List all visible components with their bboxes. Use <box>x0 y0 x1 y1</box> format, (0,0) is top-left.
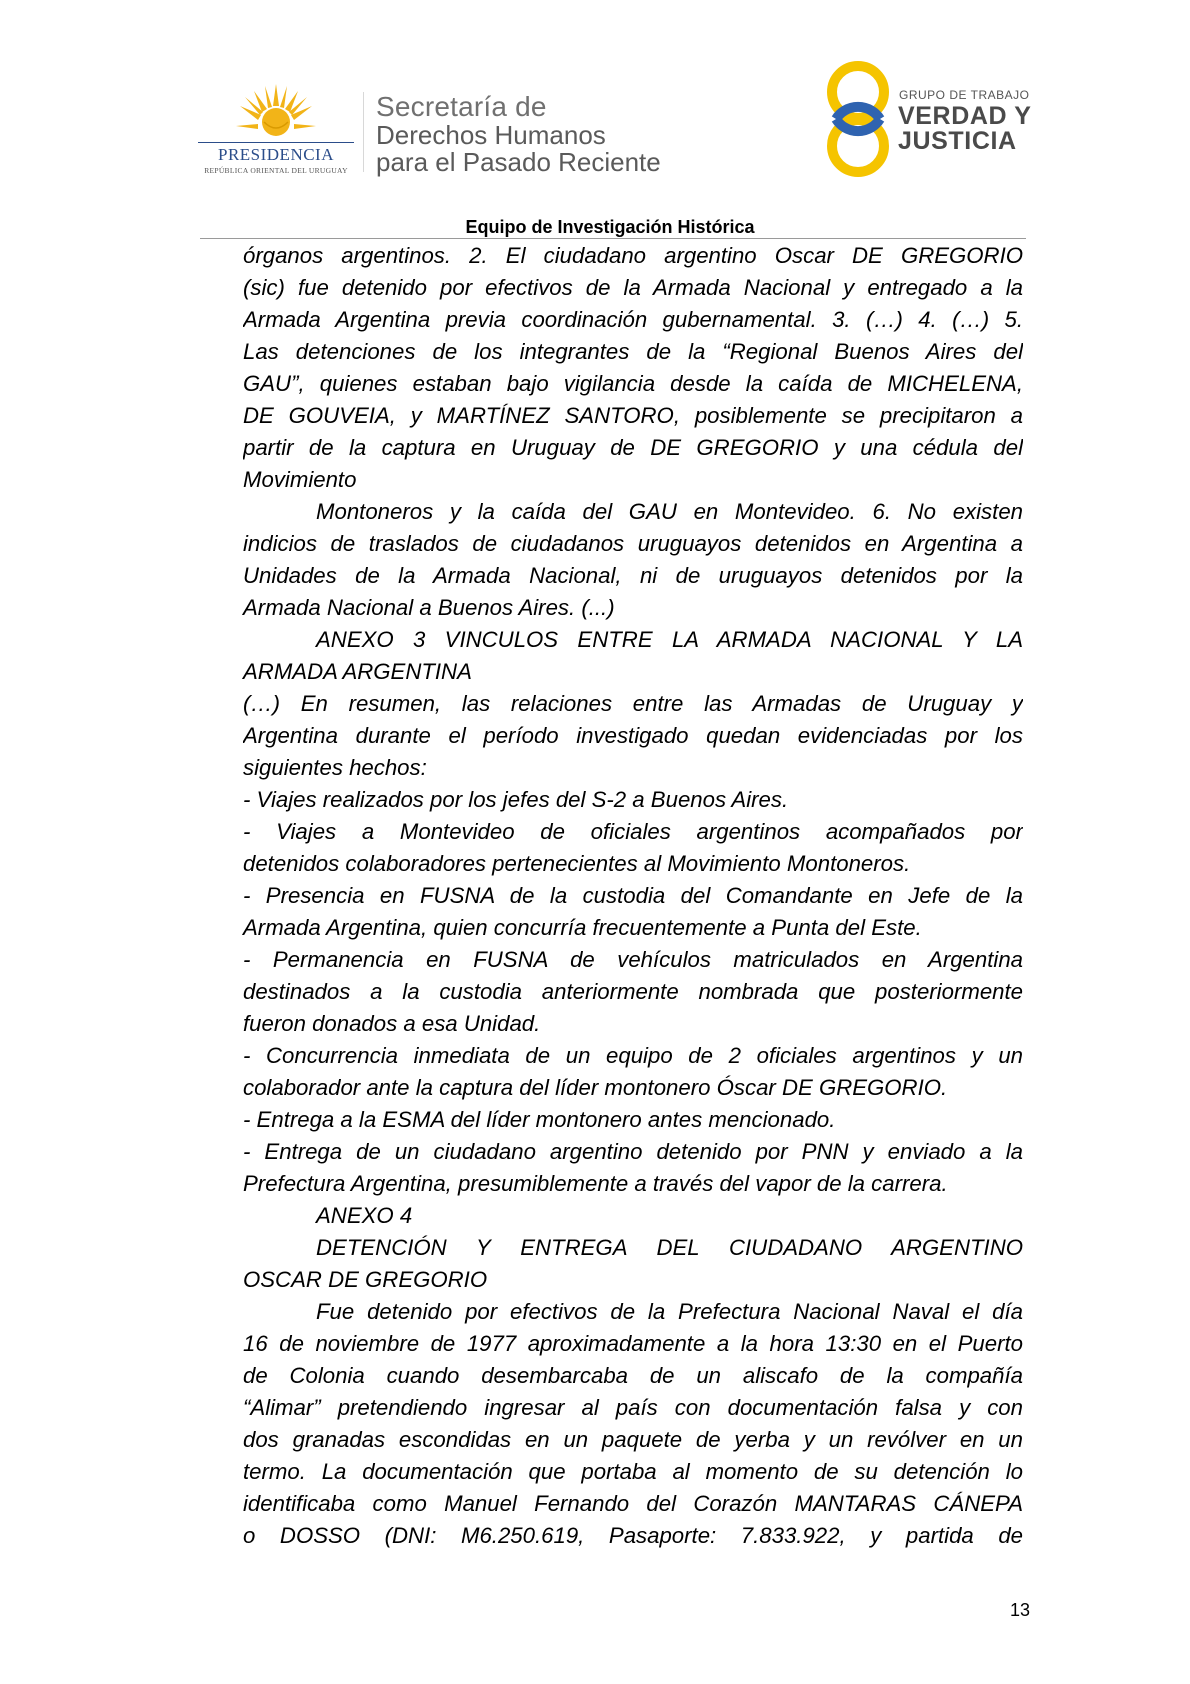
list-item: - Viajes a Montevideo de oficiales argentinos acompañados por <box>243 819 1023 844</box>
text-line: Las detenciones de los integrantes de la “Regional Buenos Aires del <box>243 339 1023 364</box>
team-title: Equipo de Investigación Histórica <box>465 217 755 237</box>
text-line: (…) En resumen, las relaciones entre las Armadas de Uruguay y <box>243 691 1023 716</box>
page-header <box>0 0 1190 237</box>
presidencia-rule <box>198 142 354 143</box>
text-line: dos granadas escondidas en un paquete de yerba y un revólver en un <box>243 1427 1023 1452</box>
text-line: GAU”, quienes estaban bajo vigilancia desde la caída de MICHELENA, <box>243 371 1023 396</box>
annex-heading: ANEXO 4 <box>316 1203 413 1228</box>
text-line: Armada Argentina previa coordinación gubernamental. 3. (…) 4. (…) 5. <box>243 307 1023 332</box>
text-line: siguientes hechos: <box>243 755 427 780</box>
text-line: Argentina durante el período investigado quedan evidenciadas por los <box>243 723 1023 748</box>
text-line: Armada Nacional a Buenos Aires. (...) <box>243 595 615 620</box>
page-number: 13 <box>1009 1600 1030 1620</box>
grupo-title-line-2: JUSTICIA <box>898 127 1017 155</box>
rings-icon <box>822 56 894 182</box>
text-line: Armada Argentina, quien concurría frecuentemente a Punta del Este. <box>243 915 922 940</box>
text-line: termo. La documentación que portaba al momento de su detención lo <box>243 1459 1023 1484</box>
list-item: - Permanencia en FUSNA de vehículos matriculados en Argentina <box>243 947 1023 972</box>
list-item: - Entrega de un ciudadano argentino detenido por PNN y enviado a la <box>243 1139 1023 1164</box>
text-line: destinados a la custodia anteriormente nombrada que posteriormente <box>243 979 1023 1004</box>
list-item: - Concurrencia inmediata de un equipo de 2 oficiales argentinos y un <box>243 1043 1023 1068</box>
text-line: fueron donados a esa Unidad. <box>243 1011 541 1036</box>
presidencia-logo <box>196 82 356 177</box>
presidencia-subtitle: REPÚBLICA ORIENTAL DEL URUGUAY <box>204 166 348 175</box>
list-item: - Viajes realizados por los jefes del S-2 a Buenos Aires. <box>243 787 789 812</box>
text-line: Fue detenido por efectivos de la Prefectura Nacional Naval el día <box>316 1299 1023 1324</box>
secretaria-line-1: Secretaría de <box>376 91 547 122</box>
text-line: colaborador ante la captura del líder montonero Óscar DE GREGORIO. <box>243 1075 948 1100</box>
text-line: órganos argentinos. 2. El ciudadano argentino Oscar DE GREGORIO <box>243 243 1023 268</box>
text-line: de Colonia cuando desembarcaba de un aliscafo de la compañía <box>243 1363 1023 1388</box>
logo-divider <box>363 92 364 172</box>
secretaria-line-3: para el Pasado Reciente <box>376 147 661 177</box>
text-line: Montoneros y la caída del GAU en Montevideo. 6. No existen <box>316 499 1023 524</box>
secretaria-line-2: Derechos Humanos <box>376 120 606 150</box>
text-line: 16 de noviembre de 1977 aproximadamente a la hora 13:30 en el Puerto <box>243 1331 1023 1356</box>
list-item: - Presencia en FUSNA de la custodia del Comandante en Jefe de la <box>243 883 1023 908</box>
text-line: “Alimar” pretendiendo ingresar al país con documentación falsa y con <box>243 1395 1023 1420</box>
secretaria-logo-text <box>376 92 661 176</box>
text-line: (sic) fue detenido por efectivos de la Armada Nacional y entregado a la <box>243 275 1023 300</box>
document-body <box>243 240 1023 1552</box>
verdad-justicia-logo <box>822 56 1032 182</box>
grupo-small-label: GRUPO DE TRABAJO <box>899 88 1030 102</box>
text-line: Unidades de la Armada Nacional, ni de uruguayos detenidos por la <box>243 563 1023 588</box>
header-rule <box>200 238 1026 239</box>
annex-heading: ARMADA ARGENTINA <box>243 659 472 684</box>
annex-heading: ANEXO 3 VINCULOS ENTRE LA ARMADA NACIONAL Y LA <box>316 627 1023 652</box>
annex-heading: DETENCIÓN Y ENTREGA DEL CIUDADANO ARGENTINO <box>316 1235 1023 1260</box>
grupo-title-line-1: VERDAD Y <box>898 102 1032 130</box>
text-line: Prefectura Argentina, presumiblemente a través del vapor de la carrera. <box>243 1171 948 1196</box>
text-line: o DOSSO (DNI: M6.250.619, Pasaporte: 7.833.922, y partida de <box>243 1523 1023 1548</box>
text-line: DE GOUVEIA, y MARTÍNEZ SANTORO, posiblemente se precipitaron a <box>243 403 1023 428</box>
presidencia-name: PRESIDENCIA <box>217 145 334 164</box>
text-line: detenidos colaboradores pertenecientes al Movimiento Montoneros. <box>243 851 911 876</box>
text-line: partir de la captura en Uruguay de DE GREGORIO y una cédula del <box>243 435 1023 460</box>
sun-icon <box>236 82 316 144</box>
text-line: Movimiento <box>243 467 357 492</box>
list-item: - Entrega a la ESMA del líder montonero antes mencionado. <box>243 1107 836 1132</box>
text-line: identificaba como Manuel Fernando del Corazón MANTARAS CÁNEPA <box>243 1491 1023 1516</box>
text-line: indicios de traslados de ciudadanos uruguayos detenidos en Argentina a <box>243 531 1023 556</box>
annex-heading: OSCAR DE GREGORIO <box>243 1267 488 1292</box>
